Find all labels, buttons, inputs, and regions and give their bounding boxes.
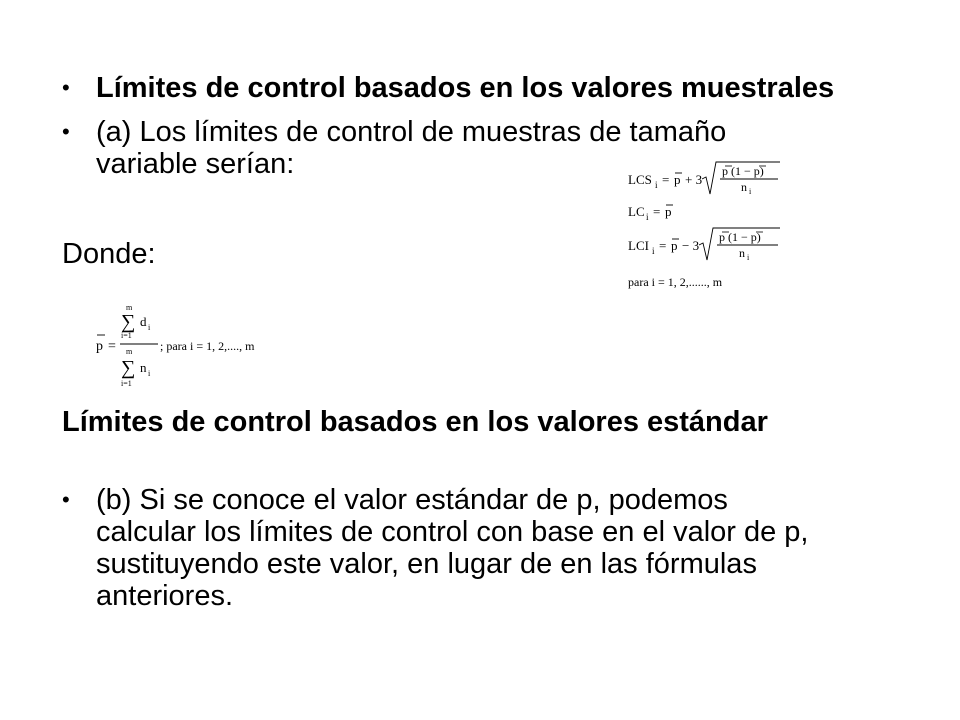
lci-denominator-subscript: i [747,253,750,262]
lci-denominator: n [739,246,745,260]
bullet-text-line: (a) Los límites de control de muestras de tamaño [96,116,727,148]
index-range-text: para i = 1, 2,......, m [628,275,723,289]
bullet-text-line: anteriores. [96,580,234,612]
lcs-label: LCS [628,172,652,187]
lcs-denominator: n [741,180,747,194]
bullet-text-line: calcular los límites de control con base en el valor de p, [96,516,809,548]
numerator-d: d [140,314,147,329]
numerator-sum-symbol: ∑ [121,311,136,333]
lcs-pbar: p [674,172,681,187]
lcs-denominator-subscript: i [749,187,752,196]
lci-subscript: i [652,246,655,256]
lc-label: LC [628,204,645,219]
pbar-equals: = [108,339,116,354]
numerator-sum-lower: i=1 [121,331,132,340]
lci-label: LCI [628,238,649,253]
bullet-text-line: sustituyendo este valor, en lugar de en las fórmulas [96,548,757,580]
lci-pbar: p [671,238,678,253]
bullet-text-line: variable serían: [96,148,295,180]
lcs-plus-three: + 3 [685,172,703,187]
pbar-symbol: p [96,339,103,354]
donde-label: Donde: [62,238,156,270]
denominator-n: n [140,360,147,375]
denominator-subscript: i [148,369,151,378]
lc-equals: = [653,204,661,219]
pbar-formula [94,302,324,399]
numerator-sum-upper: m [126,303,133,312]
lcs-equals: = [662,172,670,187]
lcs-numerator: p (1 − p) [722,164,764,178]
lci-minus-three: − 3 [682,238,700,253]
numerator-subscript: i [148,323,151,332]
bullet-text: Límites de control basados en los valores muestrales [96,72,835,104]
bullet-text-line: (b) Si se conoce el valor estándar de p, podemos [96,484,728,516]
denominator-sum-symbol: ∑ [121,357,136,379]
lcs-subscript: i [655,180,658,190]
denominator-sum-upper: m [126,347,133,356]
bullet-text [96,484,906,612]
lci-equals: = [659,238,667,253]
bullet-icon: • [62,487,70,512]
standard-limits-heading: Límites de control basados en los valores estándar [62,406,768,438]
denominator-sum-lower: i=1 [121,379,132,388]
control-limits-formula [628,158,808,303]
bullet-icon: • [62,75,70,100]
lci-numerator: p (1 − p) [719,230,761,244]
bullet-icon: • [62,119,70,144]
lc-subscript: i [646,212,649,222]
pbar-index-range: ; para i = 1, 2,...., m [160,339,255,353]
lc-pbar: p [665,204,672,219]
